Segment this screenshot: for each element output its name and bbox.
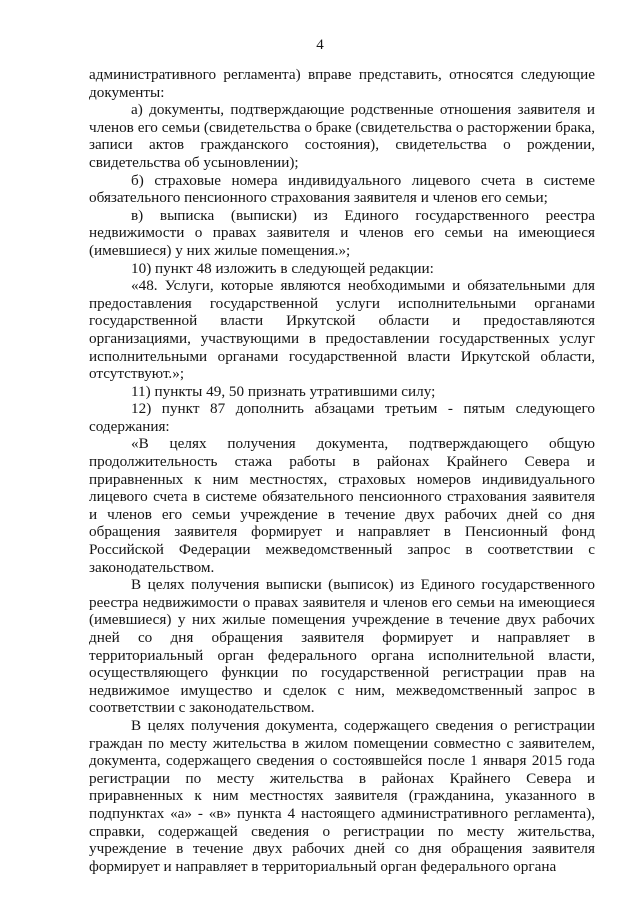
paragraph-pension-request: «В целях получения документа, подтверждающего общую продолжительность стажа работы в районах Крайнего Севера и приравненных к ним местностях, страховых номеров индивидуального лицевого счета в системе обязательного пенсионного страхования заявителя и членов его семьи учреждение в течение двух рабочих дней со дня обращения заявителя формирует и направляет в Пенсионный фонд Российской Федерации межведомственный запрос в соответствии с законодательством. xyxy=(89,435,595,576)
paragraph-amendment-11: 11) пункты 49, 50 признать утратившими силу; xyxy=(131,382,436,400)
paragraph-amendment-12: 12) пункт 87 дополнить абзацами третьим - пятым следующего содержания: xyxy=(89,400,595,435)
paragraph-amendment-10: 10) пункт 48 изложить в следующей редакции: xyxy=(131,259,434,277)
paragraph-registry-request: В целях получения выписки (выписок) из Единого государственного реестра недвижимости о правах заявителя и членов его семьи на имеющиеся (имевшиеся) у них жилые помещения учреждение в течение двух рабочих дней со дня обращения заявителя формирует и направляет в территориальный орган федерального органа исполнительной власти, осуществляющего функции по государственной регистрации прав на недвижимое имущество и сделок с ним, межведомственный запрос в соответствии с законодательством. xyxy=(89,576,595,717)
paragraph-registration-request: В целях получения документа, содержащего сведения о регистрации граждан по месту жительства в жилом помещении совместно с заявителем, документа, содержащего сведения о состоявшейся после 1 января 2015 года регистрации по месту жительства в районах Крайнего Севера и приравненных к ним местностях заявителя (гражданина, указанного в подпунктах «а» - «в» пункта 4 настоящего административного регламента), справки, содержащей сведения о регистрации по месту жительства, учреждение в течение двух рабочих дней со дня обращения заявителя формирует и направляет в территориальный орган федерального органа xyxy=(89,716,595,875)
page-number: 4 xyxy=(316,37,324,53)
paragraph-item-a: а) документы, подтверждающие родственные отношения заявителя и членов его семьи (свидетельства о браке (свидетельства о расторжении брака, записи актов гражданского состояния), свидетельства о рождении, свидетельства об усыновлении); xyxy=(89,101,595,171)
paragraph-clause-48: «48. Услуги, которые являются необходимыми и обязательными для предоставления государственной услуги исполнительными органами государственной власти Иркутской области и предоставляются организациями, участвующими в предоставлении государственных услуг исполнительными органами государственной власти Иркутской области, отсутствуют.»; xyxy=(89,277,595,383)
paragraph-continuation: административного регламента) вправе представить, относятся следующие документы: xyxy=(89,66,595,101)
body-text xyxy=(89,66,595,875)
paragraph-item-b: б) страховые номера индивидуального лицевого счета в системе обязательного пенсионного страхования заявителя и членов его семьи; xyxy=(89,171,595,207)
paragraph-item-v: в) выписка (выписки) из Единого государственного реестра недвижимости о правах заявителя и членов его семьи на имеющиеся (имевшиеся) у них жилые помещения.»; xyxy=(89,206,595,259)
